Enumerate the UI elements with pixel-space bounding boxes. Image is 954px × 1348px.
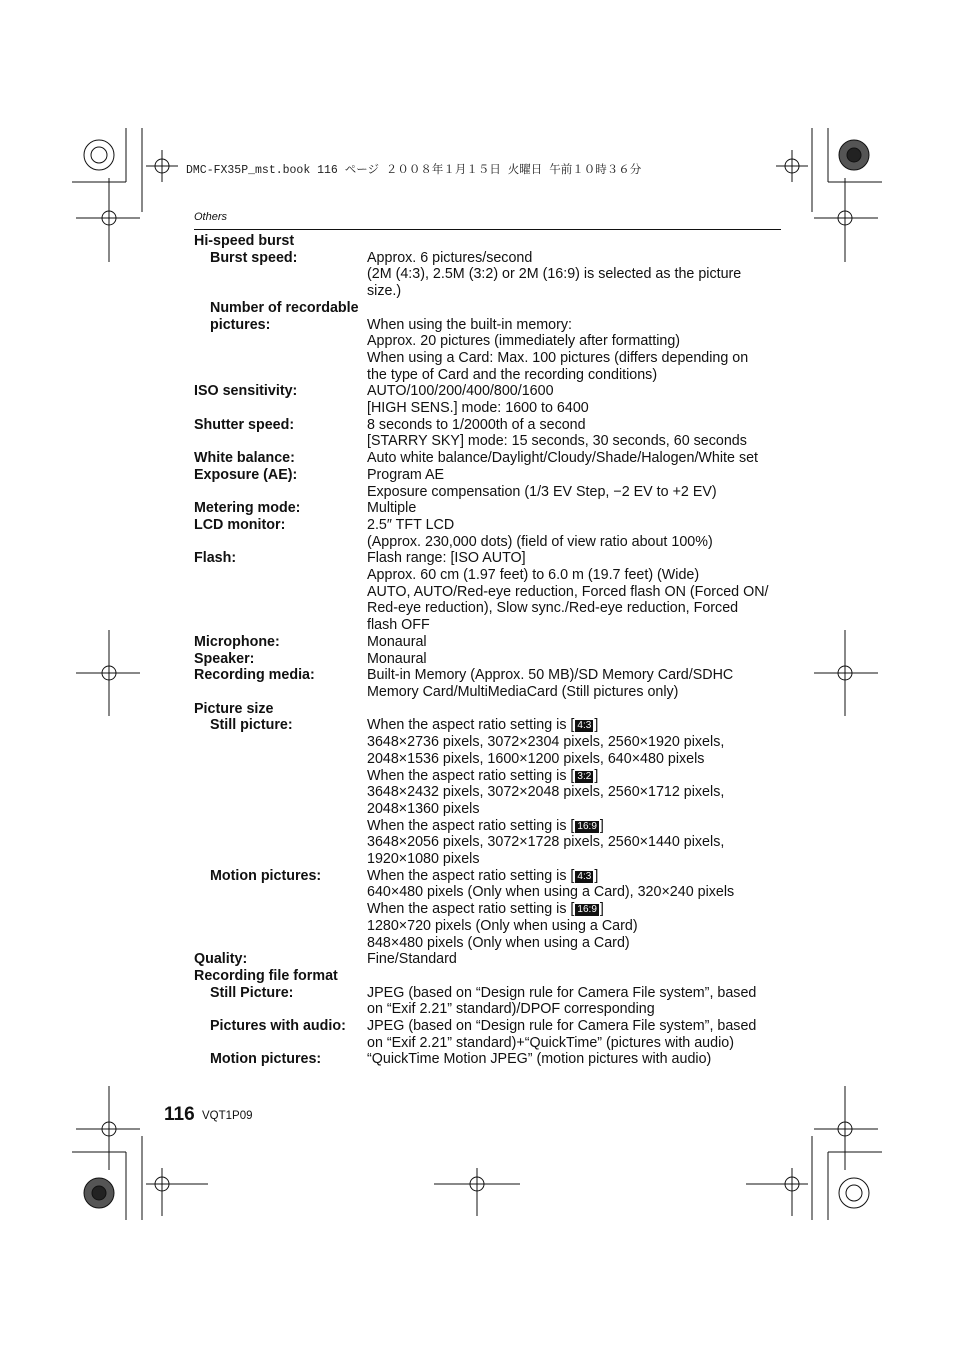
- spec-row: [194, 233, 794, 250]
- spec-values: [367, 651, 794, 668]
- spec-value-text: When the aspect ratio setting is [: [367, 901, 575, 918]
- book-file-info: DMC-FX35P_mst.book 116 ページ ２００８年１月１５日 火曜日 午前１０時３６分: [186, 164, 642, 177]
- spec-values: [367, 868, 794, 952]
- spec-value-line: [367, 768, 794, 785]
- spec-row: [194, 651, 794, 668]
- spec-row: [194, 317, 794, 384]
- spec-label: ISO sensitivity:: [194, 383, 298, 400]
- spec-value-line: 3648×2432 pixels, 3072×2048 pixels, 2560×1712 pixels,: [367, 784, 725, 801]
- spec-values: [367, 1018, 794, 1051]
- spec-label: Recording media:: [194, 667, 315, 684]
- spec-values: [367, 467, 794, 500]
- spec-values: [367, 517, 794, 550]
- spec-row: [194, 634, 794, 651]
- spec-value-line: When using the built-in memory:: [367, 316, 573, 333]
- document-code: VQT1P09: [202, 1110, 253, 1122]
- spec-value-line: [367, 868, 794, 885]
- spec-value-text: ]: [594, 867, 599, 884]
- spec-value-line: 1280×720 pixels (Only when using a Card): [367, 917, 638, 934]
- spec-value-line: flash OFF: [367, 617, 430, 634]
- spec-value-line: Fine/Standard: [367, 951, 457, 968]
- spec-values: [367, 417, 794, 450]
- spec-value-line: [STARRY SKY] mode: 15 seconds, 30 seconds, 60 seconds: [367, 433, 747, 450]
- spec-label: Motion pictures:: [210, 867, 322, 884]
- spec-row: [194, 500, 794, 517]
- spec-row: [194, 517, 794, 550]
- section-title: Others: [194, 211, 228, 223]
- spec-value-line: Flash range: [ISO AUTO]: [367, 550, 526, 567]
- spec-label: Number of recordable: [210, 299, 359, 316]
- spec-value-line: the type of Card and the recording conditions): [367, 366, 658, 383]
- spec-value-line: 2.5″ TFT LCD: [367, 516, 455, 533]
- spec-value-line: “QuickTime Motion JPEG” (motion pictures with audio): [367, 1051, 712, 1068]
- spec-values: [367, 701, 794, 718]
- spec-value-text: When the aspect ratio setting is [: [367, 767, 575, 784]
- spec-row: [194, 550, 794, 634]
- spec-value-line: 848×480 pixels (Only when using a Card): [367, 934, 630, 951]
- spec-label: Pictures with audio:: [210, 1018, 346, 1035]
- spec-value-line: Program AE: [367, 466, 445, 483]
- spec-value-line: [HIGH SENS.] mode: 1600 to 6400: [367, 400, 589, 417]
- spec-row: [194, 701, 794, 718]
- spec-label: Recording file format: [194, 967, 338, 984]
- spec-values: [367, 317, 794, 384]
- spec-value-line: JPEG (based on “Design rule for Camera File system”, based: [367, 1018, 757, 1035]
- spec-label: Hi-speed burst: [194, 233, 295, 249]
- aspect-ratio-icon: 3:2: [577, 770, 592, 782]
- aspect-ratio-icon: 16:9: [577, 820, 597, 832]
- spec-row: [194, 1018, 794, 1051]
- aspect-ratio-icon: 4:3: [577, 870, 592, 882]
- spec-value-line: Monaural: [367, 633, 427, 650]
- spec-row: [194, 250, 794, 300]
- spec-value-line: size.): [367, 283, 402, 300]
- spec-row: [194, 951, 794, 968]
- spec-row: [194, 985, 794, 1018]
- spec-value-line: Built-in Memory (Approx. 50 MB)/SD Memory Card/SDHC: [367, 667, 734, 684]
- spec-values: [367, 450, 794, 467]
- spec-label: Microphone:: [194, 633, 280, 650]
- spec-value-text: When the aspect ratio setting is [: [367, 817, 575, 834]
- spec-value-line: (2M (4:3), 2.5M (3:2) or 2M (16:9) is selected as the picture: [367, 266, 742, 283]
- spec-value-text: ]: [594, 717, 599, 734]
- spec-label: Shutter speed:: [194, 416, 295, 433]
- spec-label: Flash:: [194, 550, 237, 567]
- spec-row: [194, 300, 794, 317]
- spec-values: [367, 300, 794, 317]
- spec-row: [194, 417, 794, 450]
- spec-row: [194, 667, 794, 700]
- spec-value-line: Approx. 20 pictures (immediately after formatting): [367, 333, 681, 350]
- spec-values: [367, 550, 794, 634]
- spec-values: [367, 233, 794, 250]
- spec-value-text: ]: [594, 767, 599, 784]
- spec-row: [194, 868, 794, 952]
- spec-label: Quality:: [194, 951, 248, 968]
- spec-label: Metering mode:: [194, 500, 301, 517]
- spec-row: [194, 968, 794, 985]
- spec-values: [367, 500, 794, 517]
- spec-values: [367, 951, 794, 968]
- aspect-ratio-icon: 4:3: [577, 720, 592, 732]
- spec-label: Still Picture:: [210, 984, 294, 1001]
- spec-values: [367, 667, 794, 700]
- spec-value-line: [367, 717, 794, 734]
- spec-value-line: [367, 901, 794, 918]
- aspect-ratio-icon: 16:9: [577, 904, 597, 916]
- spec-value-line: 2048×1536 pixels, 1600×1200 pixels, 640×480 pixels: [367, 750, 705, 767]
- spec-label: Picture size: [194, 700, 274, 717]
- spec-value-text: When the aspect ratio setting is [: [367, 717, 575, 734]
- spec-row: [194, 1051, 794, 1068]
- spec-row: [194, 467, 794, 500]
- spec-value-text: ]: [599, 901, 604, 918]
- spec-label: White balance:: [194, 450, 295, 467]
- spec-value-line: 3648×2736 pixels, 3072×2304 pixels, 2560×1920 pixels,: [367, 734, 725, 751]
- spec-value-line: Approx. 6 pictures/second: [367, 249, 533, 266]
- spec-values: [367, 634, 794, 651]
- spec-label: Burst speed:: [210, 249, 298, 266]
- spec-value-line: (Approx. 230,000 dots) (field of view ratio about 100%): [367, 533, 713, 550]
- spec-value-line: 2048×1360 pixels: [367, 800, 480, 817]
- spec-label: LCD monitor:: [194, 516, 286, 533]
- spec-value-line: Red-eye reduction), Slow sync./Red-eye reduction, Forced: [367, 600, 739, 617]
- spec-value-line: Monaural: [367, 650, 427, 667]
- spec-value-line: 640×480 pixels (Only when using a Card), 320×240 pixels: [367, 884, 735, 901]
- spec-value-line: 8 seconds to 1/2000th of a second: [367, 416, 586, 433]
- spec-value-line: AUTO, AUTO/Red-eye reduction, Forced flash ON (Forced ON/: [367, 583, 769, 600]
- spec-label: pictures:: [210, 316, 271, 333]
- spec-label: Speaker:: [194, 650, 255, 667]
- spec-value-text: ]: [599, 817, 604, 834]
- spec-value-line: 1920×1080 pixels: [367, 851, 480, 868]
- header-rule: [194, 229, 781, 230]
- spec-value-text: When the aspect ratio setting is [: [367, 867, 575, 884]
- spec-value-line: 3648×2056 pixels, 3072×1728 pixels, 2560×1440 pixels,: [367, 834, 725, 851]
- spec-value-line: When using a Card: Max. 100 pictures (differs depending on: [367, 349, 749, 366]
- spec-row: [194, 717, 794, 867]
- spec-value-line: AUTO/100/200/400/800/1600: [367, 383, 554, 400]
- spec-label: Still picture:: [210, 717, 293, 734]
- spec-value-line: Multiple: [367, 500, 417, 517]
- spec-value-line: Approx. 60 cm (1.97 feet) to 6.0 m (19.7 feet) (Wide): [367, 567, 700, 584]
- spec-value-line: Memory Card/MultiMediaCard (Still pictures only): [367, 683, 679, 700]
- page-number: 116: [164, 1104, 195, 1125]
- spec-values: [367, 717, 794, 867]
- spec-values: [367, 968, 794, 985]
- spec-label: Exposure (AE):: [194, 466, 298, 483]
- spec-values: [367, 250, 794, 300]
- specifications-table: [194, 233, 794, 1068]
- spec-value-line: [367, 818, 794, 835]
- spec-value-line: JPEG (based on “Design rule for Camera File system”, based: [367, 984, 757, 1001]
- spec-values: [367, 985, 794, 1018]
- spec-values: [367, 1051, 794, 1068]
- spec-label: Motion pictures:: [210, 1051, 322, 1068]
- spec-row: [194, 383, 794, 416]
- spec-value-line: Auto white balance/Daylight/Cloudy/Shade/Halogen/White set: [367, 450, 759, 467]
- spec-value-line: on “Exif 2.21” standard)/DPOF corresponding: [367, 1001, 655, 1018]
- spec-row: [194, 450, 794, 467]
- spec-value-line: Exposure compensation (1/3 EV Step, −2 EV to +2 EV): [367, 483, 717, 500]
- spec-values: [367, 383, 794, 416]
- spec-value-line: on “Exif 2.21” standard)+“QuickTime” (pictures with audio): [367, 1034, 734, 1051]
